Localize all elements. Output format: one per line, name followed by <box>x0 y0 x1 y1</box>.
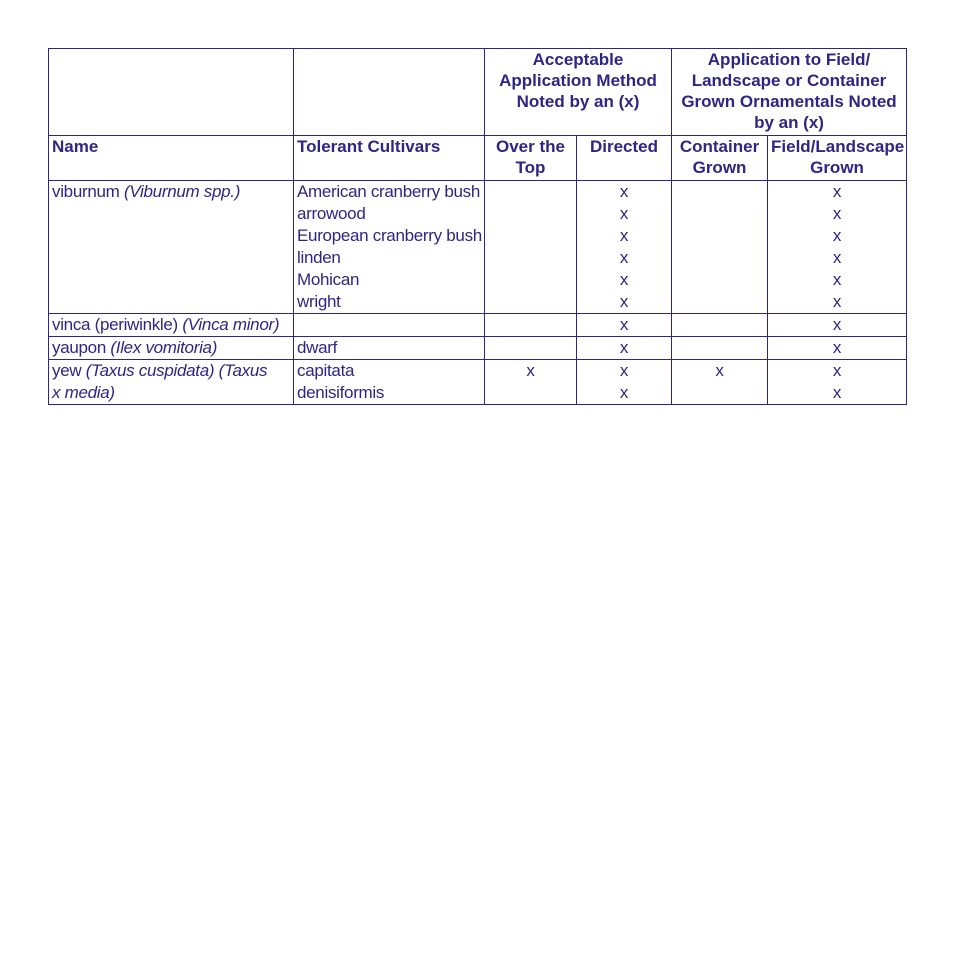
over-top-column-header: Over the Top <box>485 136 577 181</box>
site-group-header: Application to Field/ Landscape or Container Grown Ornamentals Noted by an (x) <box>672 49 907 136</box>
field-mark: x <box>832 204 842 223</box>
blank-header-cell <box>49 49 294 136</box>
over-top-cell <box>485 360 577 405</box>
directed-cell <box>577 181 672 314</box>
directed-mark: x <box>619 338 629 357</box>
cultivar-cell <box>294 337 485 360</box>
field-cell <box>768 337 907 360</box>
directed-cell <box>577 314 672 337</box>
scientific-name: (Taxus cuspidata) (Taxus <box>85 361 268 380</box>
cultivars-column-header: Tolerant Cultivars <box>294 136 485 181</box>
cultivar-name: wright <box>297 292 341 311</box>
cultivar-name: capitata <box>297 361 355 380</box>
directed-mark: x <box>619 248 629 267</box>
directed-mark: x <box>619 361 629 380</box>
directed-mark: x <box>619 383 629 402</box>
field-mark: x <box>832 226 842 245</box>
over-top-cell <box>485 181 577 314</box>
scientific-name: (Ilex vomitoria) <box>110 338 218 357</box>
directed-mark: x <box>619 226 629 245</box>
method-group-header: Acceptable Application Method Noted by an (x) <box>485 49 672 136</box>
column-header-row <box>49 136 907 181</box>
cultivar-name: Mohican <box>297 270 360 289</box>
field-mark: x <box>832 182 842 201</box>
cultivar-name: denisiformis <box>297 383 385 402</box>
cultivar-name: dwarf <box>297 338 338 357</box>
scientific-name: (Vinca minor) <box>182 315 280 334</box>
directed-mark: x <box>619 270 629 289</box>
herbicide-tolerance-table <box>48 48 907 405</box>
cultivar-cell <box>294 314 485 337</box>
container-column-header: Container Grown <box>672 136 768 181</box>
cultivar-cell <box>294 360 485 405</box>
container-mark: x <box>715 361 724 380</box>
directed-mark: x <box>619 315 629 334</box>
cultivar-name: American cranberry bush <box>297 182 481 201</box>
scientific-name-continued: x media) <box>52 383 115 402</box>
field-mark: x <box>832 338 842 357</box>
group-header-row <box>49 49 907 136</box>
directed-mark: x <box>619 292 629 311</box>
common-name: vinca (periwinkle) <box>52 315 183 334</box>
field-mark: x <box>832 248 842 267</box>
directed-column-header: Directed <box>577 136 672 181</box>
container-cell <box>672 314 768 337</box>
cultivar-name: arrowood <box>297 204 366 223</box>
field-mark: x <box>832 383 842 402</box>
table-body <box>49 181 907 405</box>
container-cell <box>672 181 768 314</box>
cultivar-cell <box>294 181 485 314</box>
field-cell <box>768 181 907 314</box>
field-column-header: Field/Landscape Grown <box>768 136 907 181</box>
plant-name-cell <box>49 337 294 360</box>
directed-mark: x <box>619 204 629 223</box>
cultivar-name: linden <box>297 248 341 267</box>
plant-name-cell <box>49 360 294 405</box>
container-cell <box>672 337 768 360</box>
directed-cell <box>577 360 672 405</box>
common-name: viburnum <box>52 182 124 201</box>
field-mark: x <box>832 361 842 380</box>
over-top-mark: x <box>526 361 535 380</box>
table-row <box>49 360 907 405</box>
common-name: yaupon <box>52 338 111 357</box>
cultivar-name: European cranberry bush <box>297 226 482 245</box>
over-top-cell <box>485 314 577 337</box>
table-row <box>49 337 907 360</box>
field-mark: x <box>832 292 842 311</box>
container-cell <box>672 360 768 405</box>
field-cell <box>768 360 907 405</box>
plant-name-cell <box>49 181 294 314</box>
directed-cell <box>577 337 672 360</box>
directed-mark: x <box>619 182 629 201</box>
blank-header-cell <box>294 49 485 136</box>
field-mark: x <box>832 270 842 289</box>
name-column-header: Name <box>49 136 294 181</box>
plant-name-cell <box>49 314 294 337</box>
common-name: yew <box>52 361 86 380</box>
table-row <box>49 314 907 337</box>
field-mark: x <box>832 315 842 334</box>
table-row <box>49 181 907 314</box>
over-top-cell <box>485 337 577 360</box>
scientific-name: (Viburnum spp.) <box>123 182 241 201</box>
field-cell <box>768 314 907 337</box>
